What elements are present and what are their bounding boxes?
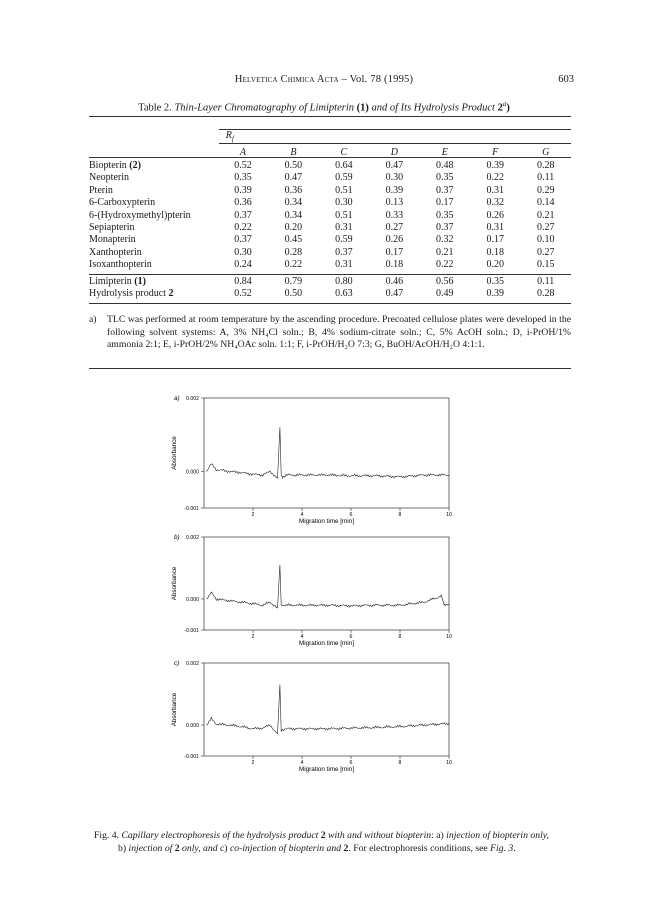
rf-value: 0.11 — [537, 172, 555, 184]
rf-value: 0.26 — [385, 234, 404, 246]
compound-name-text: Monapterin — [89, 234, 136, 246]
figcap-text-k: Fig. 3 — [490, 842, 514, 854]
x-axis-label: Migration time [min] — [299, 518, 354, 525]
compound-name-text: Pterin — [89, 184, 113, 196]
rf-value: 0.22 — [486, 172, 504, 184]
figcap-text-g: only, and — [179, 842, 218, 854]
x-tick-label: 8 — [398, 760, 402, 766]
figcap-text-l: . — [513, 842, 516, 854]
rf-value: 0.45 — [284, 234, 303, 246]
compound-name-text: Biopterin — [89, 160, 130, 171]
footnote-marker: a) — [89, 314, 97, 325]
rf-value: 0.34 — [284, 197, 303, 209]
rf-value: 0.10 — [536, 234, 555, 246]
figcap-text-c: : a) — [431, 830, 447, 841]
rf-value: 0.51 — [335, 209, 353, 221]
table-caption-close: ) — [506, 102, 510, 114]
rf-value: 0.59 — [335, 172, 353, 184]
x-axis-label: Migration time [min] — [299, 640, 354, 647]
y-tick-label: -0.001 — [184, 506, 199, 512]
x-tick-label: 4 — [300, 512, 304, 518]
y-axis-label: Absorbance — [171, 566, 178, 601]
compound-number: (2) — [129, 160, 141, 171]
rf-value: 0.28 — [536, 160, 555, 171]
electropherogram-trace — [206, 685, 449, 735]
compound-name-text: 6-(Hydroxymethyl)pterin — [89, 209, 191, 221]
figcap-line-2 — [94, 843, 566, 856]
rf-value: 0.35 — [436, 172, 454, 184]
rf-value: 0.37 — [436, 222, 454, 234]
rf-value: 0.59 — [335, 234, 353, 246]
table-caption-text-2: and of Its Hydrolysis Product — [368, 102, 498, 114]
rf-value: 0.56 — [436, 275, 454, 287]
rf-value: 0.28 — [536, 288, 555, 300]
rf-value: 0.13 — [385, 197, 404, 209]
x-tick-label: 8 — [398, 634, 402, 640]
rf-value: 0.80 — [335, 275, 353, 287]
journal-name: Helvetica Chimica Acta — [234, 74, 339, 85]
column-header: E — [441, 146, 448, 158]
rf-value: 0.52 — [234, 288, 252, 300]
rf-value: 0.30 — [335, 197, 353, 209]
rf-value: 0.35 — [234, 172, 252, 184]
column-header: D — [390, 146, 398, 158]
rf-value: 0.22 — [234, 222, 252, 234]
x-tick-label: 10 — [446, 512, 452, 518]
rf-value: 0.18 — [486, 246, 504, 258]
figcap-text-a: Capillary electrophoresis of the hydrolysis product — [121, 830, 321, 841]
rf-value: 0.20 — [486, 259, 504, 271]
rf-value: 0.52 — [234, 160, 252, 171]
rf-value: 0.50 — [284, 160, 303, 171]
rf-value: 0.50 — [284, 288, 303, 300]
rf-value: 0.18 — [385, 259, 404, 271]
rf-value: 0.39 — [234, 184, 252, 196]
x-tick-label: 6 — [349, 634, 353, 640]
compound-number: 2 — [168, 288, 174, 300]
x-tick-label: 6 — [349, 760, 353, 766]
panel-label: a) — [174, 395, 180, 402]
rf-value: 0.47 — [284, 172, 303, 184]
figure-caption — [94, 830, 566, 855]
rf-value: 0.47 — [385, 288, 404, 300]
rf-value: 0.26 — [486, 209, 504, 221]
compound-name-text: 6-Carboxypterin — [89, 197, 156, 209]
y-tick-label: 0.000 — [186, 723, 199, 729]
column-header: A — [239, 146, 247, 158]
figcap-lead: Fig. 4. — [94, 830, 122, 841]
rf-value: 0.15 — [536, 259, 555, 271]
x-tick-label: 2 — [251, 760, 255, 766]
figcap-text-d: injection of biopterin only, — [446, 830, 549, 841]
rf-value: 0.22 — [284, 259, 303, 271]
figcap-text-i: co-injection of biopterin and — [229, 842, 344, 854]
y-axis-label: Absorbance — [171, 692, 178, 727]
rf-value: 0.17 — [436, 197, 454, 209]
rf-letter: R — [225, 130, 232, 142]
rf-value: 0.30 — [385, 172, 404, 184]
figcap-text-b: with and without biopterin — [325, 830, 432, 841]
y-tick-label: 0.002 — [186, 535, 199, 541]
rf-value: 0.31 — [486, 184, 504, 196]
rf-value: 0.34 — [284, 209, 303, 221]
figcap-bold-f: 2 — [174, 842, 180, 854]
x-tick-label: 10 — [446, 634, 452, 640]
compound-name-text: Xanthopterin — [89, 246, 142, 258]
page-number: 603 — [558, 74, 574, 85]
rf-value: 0.31 — [486, 222, 504, 234]
rf-value: 0.21 — [436, 246, 454, 258]
rf-value: 0.35 — [436, 209, 454, 221]
footnote-ref-letter: a — [502, 100, 507, 108]
compound-name-text: Hydrolysis product — [89, 288, 169, 300]
rf-value: 0.17 — [385, 246, 404, 258]
rf-value: 0.31 — [335, 222, 353, 234]
rf-value: 0.22 — [436, 259, 454, 271]
plot-frame — [204, 537, 449, 630]
rf-value: 0.64 — [335, 160, 353, 171]
rf-value: 0.24 — [234, 259, 252, 271]
panel-label: b) — [174, 534, 180, 541]
y-tick-label: 0.002 — [186, 396, 199, 402]
rf-value: 0.27 — [536, 246, 555, 258]
x-tick-label: 6 — [349, 512, 353, 518]
x-tick-label: 10 — [446, 760, 452, 766]
rf-value: 0.36 — [284, 184, 303, 196]
rf-subscript: f — [231, 135, 234, 144]
y-tick-label: -0.001 — [184, 754, 199, 760]
rf-value: 0.37 — [234, 209, 252, 221]
rf-value: 0.79 — [284, 275, 303, 287]
compound-number: (1) — [134, 275, 146, 287]
figcap-text-j: . For electrophoresis conditions, see — [348, 842, 491, 854]
y-tick-label: -0.001 — [184, 628, 199, 634]
x-tick-label: 2 — [251, 634, 255, 640]
column-header: C — [340, 146, 348, 158]
rf-value: 0.11 — [537, 275, 555, 287]
footnote-text: TLC was performed at room temperature by the ascending procedure. Precoated cellulose plates were developed in the following solvent systems: A, 3% NH₄Cl soln.; B, 4% sodium-citrate soln.; C, 5% AcOH soln.; D, i-PrOH/1% ammonia 2:1; E, i-PrOH/2% NH₄OAc soln. 1:1; F, i-PrOH/H₂O 7:3; G, BuOH/AcOH/H₂O 4:1:1. — [107, 314, 571, 351]
rf-value: 0.32 — [436, 234, 454, 246]
rf-value: 0.36 — [234, 197, 252, 209]
x-tick-label: 4 — [300, 760, 304, 766]
column-header: F — [492, 146, 499, 158]
table-caption-prefix: Table 2. — [138, 102, 175, 114]
x-tick-label: 4 — [300, 634, 304, 640]
y-tick-label: 0.000 — [186, 597, 199, 603]
figcap-bold-a: 2 — [320, 830, 326, 841]
x-tick-label: 8 — [398, 512, 402, 518]
x-tick-label: 2 — [251, 512, 255, 518]
x-axis-label: Migration time [min] — [299, 766, 354, 773]
figcap-text-e: b) — [118, 842, 129, 854]
y-tick-label: 0.002 — [186, 661, 199, 667]
rf-value: 0.37 — [335, 246, 353, 258]
plot-frame — [204, 663, 449, 756]
rf-value: 0.35 — [486, 275, 504, 287]
figcap-bold-i: 2 — [343, 842, 349, 854]
rf-value: 0.33 — [385, 209, 404, 221]
figcap-text-h: c) — [217, 842, 230, 854]
rf-value: 0.27 — [536, 222, 555, 234]
compound-name-text: Sepiapterin — [89, 222, 135, 234]
rf-value: 0.46 — [385, 275, 404, 287]
rf-value: 0.39 — [486, 160, 504, 171]
compound-name-text: Neopterin — [89, 172, 129, 184]
electropherogram-trace — [206, 565, 449, 608]
rf-value: 0.84 — [234, 275, 252, 287]
rf-value: 0.39 — [385, 184, 404, 196]
rf-value: 0.29 — [536, 184, 555, 196]
rf-value: 0.51 — [335, 184, 353, 196]
rf-value: 0.63 — [335, 288, 353, 300]
plot-frame — [204, 398, 449, 508]
rf-value: 0.48 — [436, 160, 454, 171]
rf-value: 0.37 — [436, 184, 454, 196]
journal-volume: – Vol. 78 (1995) — [338, 74, 414, 85]
rf-value: 0.39 — [486, 288, 504, 300]
figcap-text-f: injection of — [128, 842, 175, 854]
rf-value: 0.37 — [234, 234, 252, 246]
column-header: B — [290, 146, 297, 158]
electropherogram-trace — [206, 427, 449, 478]
rf-value: 0.17 — [486, 234, 504, 246]
rf-value: 0.47 — [385, 160, 404, 171]
rf-value: 0.49 — [436, 288, 454, 300]
rf-value: 0.21 — [536, 209, 555, 221]
column-header: G — [542, 146, 550, 158]
rf-value: 0.30 — [234, 246, 252, 258]
rf-value: 0.32 — [486, 197, 504, 209]
compound-name-text: Limipterin — [89, 275, 135, 287]
rf-value: 0.14 — [536, 197, 555, 209]
table-caption-text-1: Thin-Layer Chromatography of Limipterin — [174, 102, 357, 114]
table-caption-compound-1: (1) — [356, 102, 369, 114]
panel-label: c) — [174, 660, 180, 667]
rf-value: 0.27 — [385, 222, 404, 234]
rf-value: 0.28 — [284, 246, 303, 258]
rf-value: 0.20 — [284, 222, 303, 234]
compound-name-text: Isoxanthopterin — [89, 259, 152, 271]
y-axis-label: Absorbance — [171, 436, 178, 470]
y-tick-label: 0.000 — [186, 469, 199, 476]
rf-value: 0.31 — [335, 259, 353, 271]
table-caption-compound-2: 2 — [497, 102, 503, 114]
